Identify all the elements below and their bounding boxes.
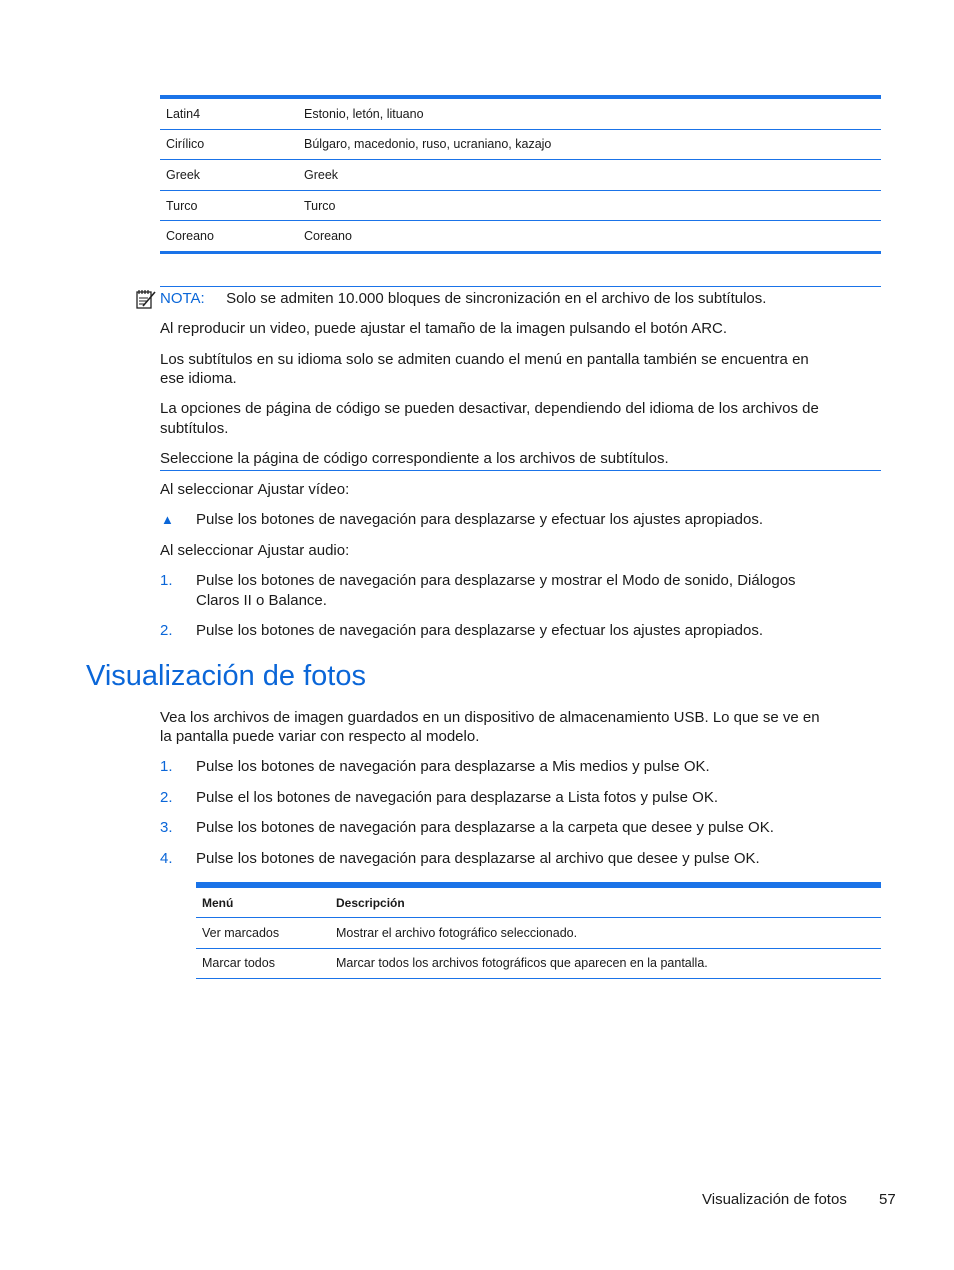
encoding-languages: Estonio, letón, lituano — [304, 106, 424, 121]
encoding-code: Greek — [166, 167, 201, 182]
step-text: , — [728, 572, 738, 589]
encoding-code: Coreano — [166, 229, 214, 244]
step-text: . — [769, 819, 774, 836]
section-intro: Vea los archivos de imagen guardados en un dispositivo de almacenamiento USB. Lo que se ve en — [160, 709, 820, 726]
step-bold: Mis medios — [552, 758, 628, 775]
triangle-bullet-icon: ▲ — [161, 512, 174, 527]
menu-cell: Ver marcados — [202, 925, 280, 940]
table-header-row — [196, 888, 881, 918]
section-title: Visualización de fotos — [86, 660, 366, 692]
encoding-languages: Coreano — [304, 229, 352, 244]
paragraph: ese idioma. — [160, 370, 237, 387]
footer-section-name: Visualización de fotos — [702, 1191, 847, 1208]
note-label: NOTA: — [160, 290, 205, 307]
step-text: y pulse — [627, 758, 684, 775]
encoding-languages: Búlgaro, macedonio, ruso, ucraniano, kazajo — [304, 137, 552, 152]
step-bold: OK — [683, 758, 706, 775]
table-row — [160, 191, 881, 222]
step-text: Pulse los botones de navegación para desplazarse y mostrar el — [196, 572, 623, 589]
table-row — [196, 949, 881, 980]
audio-step2-text: Pulse los botones de navegación para desplazarse y efectuar los ajustes apropiados. — [196, 622, 764, 639]
encoding-table — [160, 95, 881, 254]
step-text: y pulse — [636, 789, 693, 806]
paragraph: subtítulos. — [160, 420, 229, 437]
description-cell: Mostrar el archivo fotográfico seleccionado. — [336, 925, 578, 940]
menu-cell: Marcar todos — [202, 956, 275, 971]
description-cell: Marcar todos los archivos fotográficos que aparecen en la pantalla. — [336, 956, 708, 971]
step-text: Pulse los botones de navegación para desplazarse a — [196, 758, 553, 775]
step-text: . — [322, 592, 327, 609]
page-number: 57 — [879, 1191, 896, 1208]
video-intro-prefix: Al seleccionar — [160, 481, 258, 498]
video-intro — [160, 480, 349, 500]
note-top-rule — [160, 286, 881, 287]
step-number: 3. — [160, 819, 173, 836]
audio-step1-line1 — [196, 571, 796, 591]
paragraph: La opciones de página de código se pueden desactivar, dependiendo del idioma de los archivos de — [160, 400, 819, 417]
encoding-code: Cirílico — [166, 137, 205, 152]
step-text: Pulse los botones de navegación para desplazarse al archivo que desee y pulse — [196, 850, 734, 867]
photo-step — [196, 849, 760, 869]
note-pad-icon — [134, 287, 158, 311]
audio-intro-bold: Ajustar audio — [257, 542, 346, 559]
photo-step — [196, 818, 774, 838]
step-bold: OK — [748, 819, 770, 836]
note — [160, 289, 881, 309]
header-description: Descripción — [336, 895, 405, 910]
step-number: 4. — [160, 850, 173, 867]
step-bold: Modo de sonido — [622, 572, 729, 589]
step-number: 2. — [160, 789, 173, 806]
step-bold: Claros II — [196, 592, 252, 609]
step-bold: OK — [733, 850, 756, 867]
encoding-languages: Greek — [304, 167, 339, 182]
step-text: . — [755, 850, 760, 867]
photo-step — [196, 788, 718, 808]
audio-step1-line2 — [196, 591, 327, 611]
table-row — [160, 130, 881, 161]
encoding-code: Turco — [166, 198, 198, 213]
step-number: 1. — [160, 758, 173, 775]
audio-intro-prefix: Al seleccionar — [160, 542, 258, 559]
step-number: 1. — [160, 572, 173, 589]
step-bold: Balance — [268, 592, 323, 609]
section-intro: la pantalla puede variar con respecto al modelo. — [160, 728, 480, 745]
table-row — [160, 221, 881, 251]
table-row — [160, 99, 881, 130]
audio-intro — [160, 541, 349, 561]
encoding-code: Latin4 — [166, 106, 201, 121]
table-row — [196, 918, 881, 949]
encoding-languages: Turco — [304, 198, 336, 213]
paragraph: Seleccione la página de código correspondiente a los archivos de subtítulos. — [160, 450, 669, 467]
step-text: Pulse el los botones de navegación para desplazarse a — [196, 789, 568, 806]
paragraph: Al reproducir un video, puede ajustar el tamaño de la imagen pulsando el botón ARC. — [160, 320, 728, 337]
step-bold: OK — [692, 789, 714, 806]
video-intro-bold: Ajustar vídeo — [257, 481, 346, 498]
note-text: Solo se admiten 10.000 bloques de sincronización en el archivo de los subtítulos. — [226, 290, 767, 307]
step-number: 2. — [160, 622, 173, 639]
step-bold: Diálogos — [737, 572, 796, 589]
step-text: o — [251, 592, 269, 609]
menu-table — [196, 882, 881, 979]
note-bottom-rule — [160, 470, 881, 471]
audio-intro-suffix: : — [345, 542, 350, 559]
step-text: . — [705, 758, 710, 775]
header-menu: Menú — [202, 895, 234, 910]
photo-step — [196, 757, 710, 777]
step-text: Pulse los botones de navegación para desplazarse a la carpeta que desee y pulse — [196, 819, 749, 836]
video-bullet-text: Pulse los botones de navegación para desplazarse y efectuar los ajustes apropiados. — [196, 511, 764, 528]
step-text: . — [713, 789, 719, 806]
table-row — [160, 160, 881, 191]
paragraph: Los subtítulos en su idioma solo se admiten cuando el menú en pantalla también se encuentra en — [160, 351, 809, 368]
step-bold: Lista fotos — [567, 789, 637, 806]
video-intro-suffix: : — [345, 481, 350, 498]
